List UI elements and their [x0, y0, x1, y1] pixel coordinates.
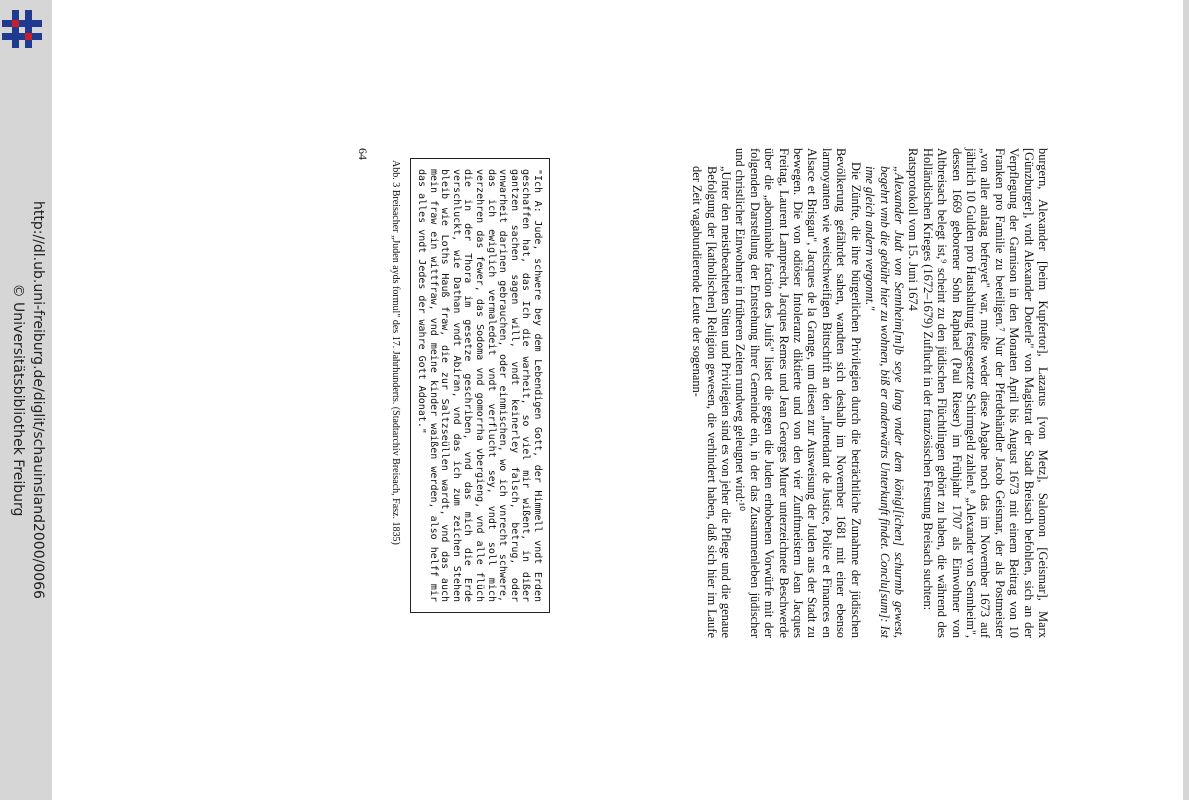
permalink-url[interactable]: http://dl.ub.uni-freiburg.de/diglit/schauinsland2000/0066	[30, 201, 46, 599]
figure-caption: Abb. 3 Breisacher „Juden ayds formul" des 17. Jahrhunderts. (Stadtarchiv Breisach, Fasz. 1835)	[390, 160, 401, 545]
oath-figure-box: "Ich A: Jude, schwere bey dem Lebendigen Gott, der Himmell vndt Erden geschaffen hat, das Ich die warheit, so viel mir wißent, in dißer gantzen sachen sagen will, vndt keinerley falsch, betrug, oder vnwarheit darinen gebrauchen, oder einmischen, wo ich vnrecht schwere, das ich ewiglich vermaledeit vndt verflucht sey, vndt soll mich verzehren das fewer, das Sodoma vnd gomorrha vbergieng, vnd alle flüch die in der Thora im gesetze geschriben, vnd das mich die Erde verschluckt, wie Dathan vndt Abiran, vnd das ich zum zeichen Stehen bleib wie Loths Hauß fraw, die zur Saltzseüllen wardt, vnd das auch mein fraw ein wittfraw, vnd meine kinder waißen werden, also helff mir das alles vndt Jedes der wahre Gott Adonat."	[410, 158, 550, 613]
quote-paragraph: „Unter den meistbeachteten Sitten und Privilegien sind es von jeher die Pflege und die genaue Befolgung der [katholischen] Religion gewesen, die verhindert haben, daß sich hier im Laufe der Zeit vagabundierende Leute der sogenann-	[690, 166, 734, 638]
quote-paragraph: „Alexander Judt von Sennheim[m]b seye lang vnder dem königl[ichen] schurmb gewest, begehrt vmb die gebühr hier zu wohnen, biß er anderwärts Unterkunft findet. Conclu[sum]: Ist ime gleich andern vergonnt."	[863, 166, 906, 638]
viewer-right-edge	[1183, 0, 1189, 800]
sidebar	[0, 0, 52, 800]
copyright-text: © Universitätsbibliothek Freiburg	[10, 283, 26, 517]
page-number: 64	[356, 148, 370, 160]
scanned-page	[320, 20, 1050, 780]
paragraph: Die Zünfte, die ihre bürgerlichen Privilegien durch die beträchtliche Zunahme der jüdischen Bevölkerung gefährdet sahen, wandten sich deshalb im November 1681 mit einer ebenso larmoyanten wie weitschweifigen Bittschrift an den „Intendant de Justice, Police et Finances en Alsace et Brisgau", Jacques de la Grange, um diesen zur Ausweisung der Juden aus der Stadt zu bewegen. Die von odiöser Intoleranz diktierte und von den vier Zunftmeistern Jean Jacques Freitag, Laurent Lamprecht, Jacques Remes und Jean Georges Murer unterzeichnete Beschwerde über die „abominable faction des Juifs" listet die gegen die Juden erhobenen Vorwürfe mit der folgenden Darstellung der Entstehung ihrer Gemeinde ein, in der das Zusammenleben jüdischer und christlicher Einwohner in früheren Zeiten rundweg geleugnet wird:¹⁰	[733, 148, 863, 638]
sidebar-citation	[4, 0, 48, 800]
body-text	[690, 148, 1050, 638]
scanned-page-viewer	[60, 20, 1180, 780]
paragraph: Ratsprotokoll vom 15. Juni 1674	[906, 148, 921, 311]
paragraph: burgern, Alexander [beim Kupfertor], Lazarus [von Metz], Salomon [Geismar], Marx [Günzburger], vndt Alexander Doterle" von Magistrat der Stadt Breisach befohlen, sich an der Verpflegung der Garnison in den Monaten April bis August 1673 mit einem Beitrag von 10 Franken pro Familie zu beteiligen.⁷ Nur der Pferdehändler Jacob Geismar, der als Postmeister „von aller anlaag befreyet" war, mußte weder diese Abgabe noch das im November 1673 auf jährlich 10 Gulden pro Haushaltung festgesetzte Schirmgeld zahlen.⁸ „Alexander von Sennheim", dessen 1669 geborener Sohn Raphael (Paul Rieser) im Frühjahr 1707 als Einwohner von Altbreisach belegt ist,⁹ scheint zu den jüdischen Flüchtlingen gehört zu haben, die während des Holländischen Krieges (1672–1679) Zuflucht in der französischen Festung Breisach suchten:	[920, 148, 1050, 638]
